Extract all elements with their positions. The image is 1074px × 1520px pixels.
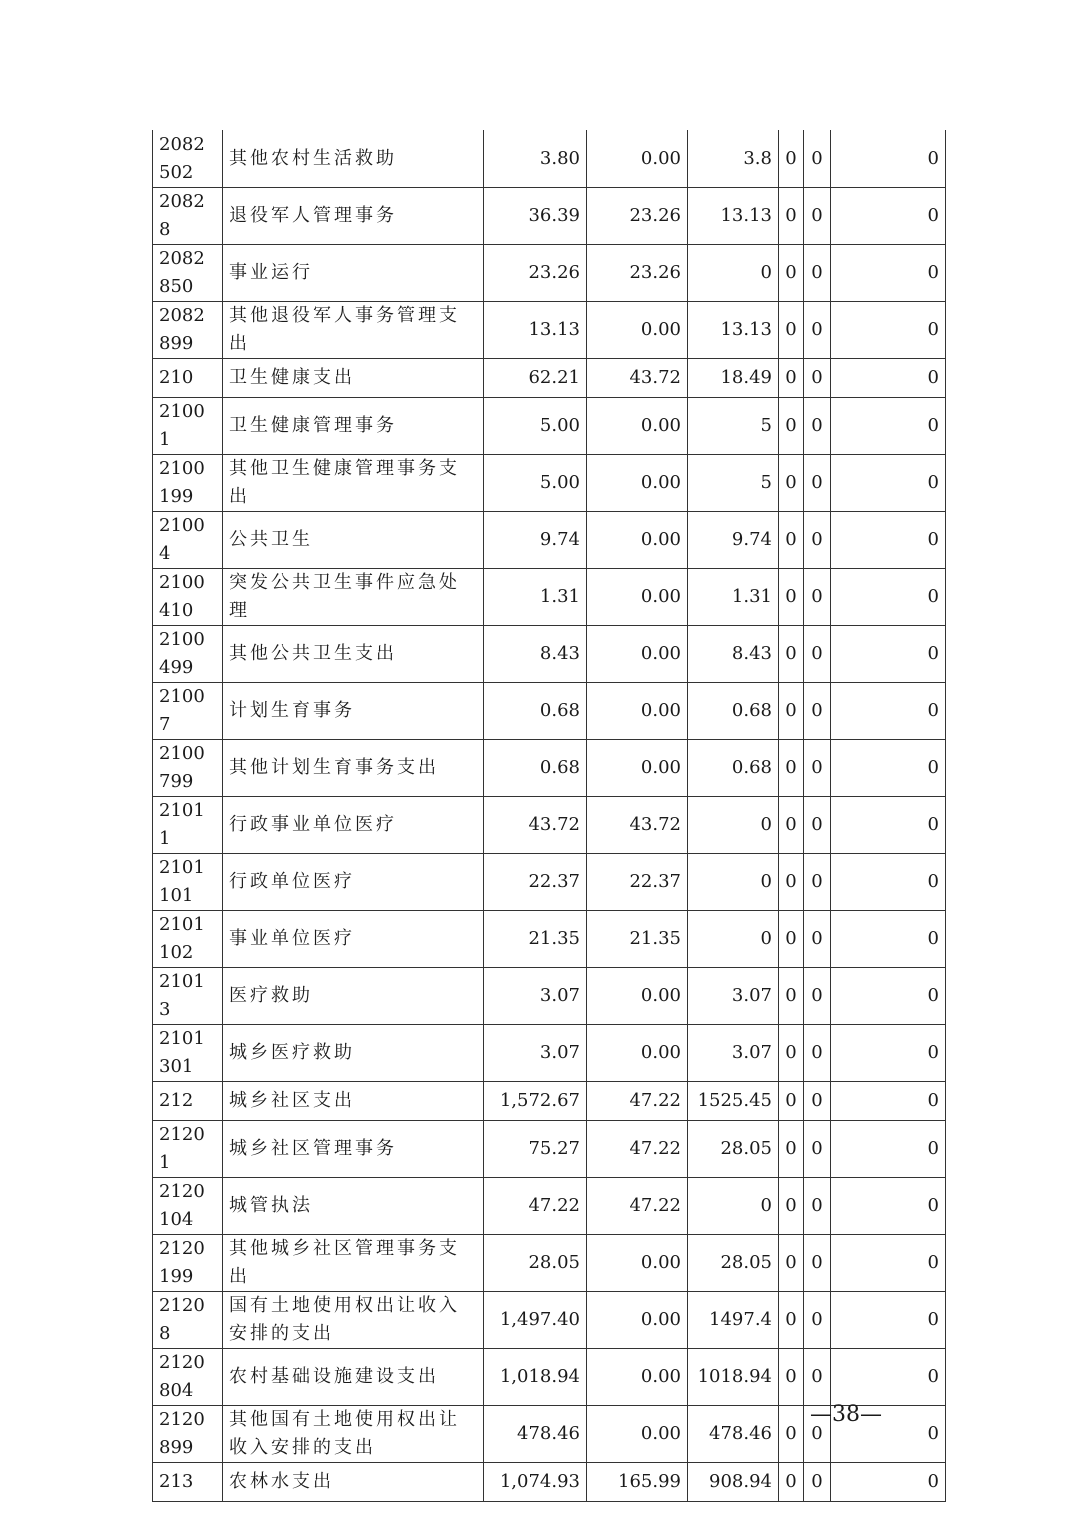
total-cell: 43.72 bbox=[484, 797, 587, 854]
name-cell: 其他公共卫生支出 bbox=[223, 626, 484, 683]
name-cell: 卫生健康支出 bbox=[223, 359, 484, 398]
code-cell: 21011 bbox=[153, 797, 223, 854]
name-cell: 行政单位医疗 bbox=[223, 854, 484, 911]
table-row bbox=[153, 1463, 946, 1502]
table-body bbox=[153, 131, 946, 1502]
name-cell: 医疗救助 bbox=[223, 968, 484, 1025]
narrow-value-cell-a: 0 bbox=[779, 359, 804, 398]
table-row bbox=[153, 569, 946, 626]
project-expenditure-cell: 0 bbox=[688, 911, 779, 968]
code-cell: 21208 bbox=[153, 1292, 223, 1349]
name-cell: 事业单位医疗 bbox=[223, 911, 484, 968]
table-row bbox=[153, 1292, 946, 1349]
other-value-cell: 0 bbox=[831, 1082, 946, 1121]
basic-expenditure-cell: 0.00 bbox=[587, 968, 688, 1025]
narrow-value-cell-a: 0 bbox=[779, 131, 804, 188]
narrow-value-cell-b: 0 bbox=[804, 1235, 831, 1292]
narrow-value-cell-b: 0 bbox=[804, 131, 831, 188]
name-cell: 其他计划生育事务支出 bbox=[223, 740, 484, 797]
other-value-cell: 0 bbox=[831, 1121, 946, 1178]
narrow-value-cell-b: 0 bbox=[804, 245, 831, 302]
basic-expenditure-cell: 23.26 bbox=[587, 188, 688, 245]
total-cell: 1,497.40 bbox=[484, 1292, 587, 1349]
other-value-cell: 0 bbox=[831, 302, 946, 359]
total-cell: 3.07 bbox=[484, 1025, 587, 1082]
code-cell: 21201 bbox=[153, 1121, 223, 1178]
project-expenditure-cell: 478.46 bbox=[688, 1406, 779, 1463]
code-cell: 2101102 bbox=[153, 911, 223, 968]
project-expenditure-cell: 28.05 bbox=[688, 1235, 779, 1292]
table-row bbox=[153, 359, 946, 398]
name-cell: 国有土地使用权出让收入安排的支出 bbox=[223, 1292, 484, 1349]
other-value-cell: 0 bbox=[831, 1406, 946, 1463]
basic-expenditure-cell: 0.00 bbox=[587, 302, 688, 359]
narrow-value-cell-b: 0 bbox=[804, 569, 831, 626]
narrow-value-cell-b: 0 bbox=[804, 512, 831, 569]
project-expenditure-cell: 13.13 bbox=[688, 188, 779, 245]
other-value-cell: 0 bbox=[831, 683, 946, 740]
other-value-cell: 0 bbox=[831, 1025, 946, 1082]
narrow-value-cell-a: 0 bbox=[779, 1292, 804, 1349]
basic-expenditure-cell: 23.26 bbox=[587, 245, 688, 302]
total-cell: 22.37 bbox=[484, 854, 587, 911]
table-row bbox=[153, 740, 946, 797]
other-value-cell: 0 bbox=[831, 740, 946, 797]
total-cell: 478.46 bbox=[484, 1406, 587, 1463]
narrow-value-cell-b: 0 bbox=[804, 1406, 831, 1463]
name-cell: 城管执法 bbox=[223, 1178, 484, 1235]
other-value-cell: 0 bbox=[831, 131, 946, 188]
narrow-value-cell-a: 0 bbox=[779, 569, 804, 626]
name-cell: 其他国有土地使用权出让收入安排的支出 bbox=[223, 1406, 484, 1463]
basic-expenditure-cell: 47.22 bbox=[587, 1178, 688, 1235]
name-cell: 其他卫生健康管理事务支出 bbox=[223, 455, 484, 512]
other-value-cell: 0 bbox=[831, 569, 946, 626]
other-value-cell: 0 bbox=[831, 455, 946, 512]
total-cell: 1,074.93 bbox=[484, 1463, 587, 1502]
narrow-value-cell-b: 0 bbox=[804, 683, 831, 740]
project-expenditure-cell: 18.49 bbox=[688, 359, 779, 398]
basic-expenditure-cell: 165.99 bbox=[587, 1463, 688, 1502]
basic-expenditure-cell: 0.00 bbox=[587, 1025, 688, 1082]
project-expenditure-cell: 908.94 bbox=[688, 1463, 779, 1502]
basic-expenditure-cell: 0.00 bbox=[587, 569, 688, 626]
name-cell: 公共卫生 bbox=[223, 512, 484, 569]
narrow-value-cell-b: 0 bbox=[804, 302, 831, 359]
code-cell: 21007 bbox=[153, 683, 223, 740]
narrow-value-cell-b: 0 bbox=[804, 626, 831, 683]
narrow-value-cell-b: 0 bbox=[804, 911, 831, 968]
narrow-value-cell-a: 0 bbox=[779, 1178, 804, 1235]
project-expenditure-cell: 8.43 bbox=[688, 626, 779, 683]
code-cell: 21004 bbox=[153, 512, 223, 569]
code-cell: 213 bbox=[153, 1463, 223, 1502]
name-cell: 其他农村生活救助 bbox=[223, 131, 484, 188]
project-expenditure-cell: 3.07 bbox=[688, 968, 779, 1025]
narrow-value-cell-a: 0 bbox=[779, 1121, 804, 1178]
total-cell: 1,572.67 bbox=[484, 1082, 587, 1121]
code-cell: 2120104 bbox=[153, 1178, 223, 1235]
narrow-value-cell-a: 0 bbox=[779, 1025, 804, 1082]
table-row bbox=[153, 131, 946, 188]
narrow-value-cell-a: 0 bbox=[779, 398, 804, 455]
narrow-value-cell-a: 0 bbox=[779, 683, 804, 740]
narrow-value-cell-a: 0 bbox=[779, 740, 804, 797]
basic-expenditure-cell: 0.00 bbox=[587, 1349, 688, 1406]
total-cell: 5.00 bbox=[484, 455, 587, 512]
narrow-value-cell-b: 0 bbox=[804, 359, 831, 398]
table-row bbox=[153, 245, 946, 302]
project-expenditure-cell: 13.13 bbox=[688, 302, 779, 359]
table-row bbox=[153, 1025, 946, 1082]
basic-expenditure-cell: 0.00 bbox=[587, 455, 688, 512]
code-cell: 2101101 bbox=[153, 854, 223, 911]
total-cell: 8.43 bbox=[484, 626, 587, 683]
narrow-value-cell-a: 0 bbox=[779, 302, 804, 359]
code-cell: 210 bbox=[153, 359, 223, 398]
total-cell: 47.22 bbox=[484, 1178, 587, 1235]
narrow-value-cell-b: 0 bbox=[804, 1025, 831, 1082]
code-cell: 2100499 bbox=[153, 626, 223, 683]
narrow-value-cell-a: 0 bbox=[779, 626, 804, 683]
narrow-value-cell-a: 0 bbox=[779, 188, 804, 245]
table-row bbox=[153, 854, 946, 911]
narrow-value-cell-a: 0 bbox=[779, 512, 804, 569]
table-row bbox=[153, 512, 946, 569]
project-expenditure-cell: 0.68 bbox=[688, 740, 779, 797]
name-cell: 事业运行 bbox=[223, 245, 484, 302]
narrow-value-cell-a: 0 bbox=[779, 1349, 804, 1406]
basic-expenditure-cell: 0.00 bbox=[587, 683, 688, 740]
code-cell: 2120199 bbox=[153, 1235, 223, 1292]
narrow-value-cell-a: 0 bbox=[779, 455, 804, 512]
table-row bbox=[153, 968, 946, 1025]
other-value-cell: 0 bbox=[831, 626, 946, 683]
narrow-value-cell-b: 0 bbox=[804, 740, 831, 797]
total-cell: 3.80 bbox=[484, 131, 587, 188]
narrow-value-cell-b: 0 bbox=[804, 1082, 831, 1121]
basic-expenditure-cell: 0.00 bbox=[587, 398, 688, 455]
other-value-cell: 0 bbox=[831, 245, 946, 302]
total-cell: 3.07 bbox=[484, 968, 587, 1025]
basic-expenditure-cell: 0.00 bbox=[587, 1292, 688, 1349]
other-value-cell: 0 bbox=[831, 968, 946, 1025]
basic-expenditure-cell: 22.37 bbox=[587, 854, 688, 911]
code-cell: 21001 bbox=[153, 398, 223, 455]
table-row bbox=[153, 1178, 946, 1235]
other-value-cell: 0 bbox=[831, 512, 946, 569]
total-cell: 21.35 bbox=[484, 911, 587, 968]
code-cell: 2082899 bbox=[153, 302, 223, 359]
narrow-value-cell-a: 0 bbox=[779, 1082, 804, 1121]
other-value-cell: 0 bbox=[831, 911, 946, 968]
table-row bbox=[153, 797, 946, 854]
other-value-cell: 0 bbox=[831, 797, 946, 854]
project-expenditure-cell: 1525.45 bbox=[688, 1082, 779, 1121]
name-cell: 计划生育事务 bbox=[223, 683, 484, 740]
total-cell: 0.68 bbox=[484, 740, 587, 797]
table-row bbox=[153, 683, 946, 740]
narrow-value-cell-b: 0 bbox=[804, 188, 831, 245]
name-cell: 卫生健康管理事务 bbox=[223, 398, 484, 455]
budget-table bbox=[152, 130, 946, 1502]
code-cell: 2120804 bbox=[153, 1349, 223, 1406]
table-row bbox=[153, 455, 946, 512]
narrow-value-cell-b: 0 bbox=[804, 1292, 831, 1349]
other-value-cell: 0 bbox=[831, 1292, 946, 1349]
basic-expenditure-cell: 47.22 bbox=[587, 1121, 688, 1178]
other-value-cell: 0 bbox=[831, 1463, 946, 1502]
other-value-cell: 0 bbox=[831, 398, 946, 455]
total-cell: 36.39 bbox=[484, 188, 587, 245]
code-cell: 2100799 bbox=[153, 740, 223, 797]
code-cell: 2101301 bbox=[153, 1025, 223, 1082]
total-cell: 28.05 bbox=[484, 1235, 587, 1292]
narrow-value-cell-b: 0 bbox=[804, 854, 831, 911]
code-cell: 20828 bbox=[153, 188, 223, 245]
table-row bbox=[153, 1121, 946, 1178]
project-expenditure-cell: 1497.4 bbox=[688, 1292, 779, 1349]
code-cell: 2120899 bbox=[153, 1406, 223, 1463]
basic-expenditure-cell: 0.00 bbox=[587, 626, 688, 683]
code-cell: 2082502 bbox=[153, 131, 223, 188]
project-expenditure-cell: 3.8 bbox=[688, 131, 779, 188]
code-cell: 2082850 bbox=[153, 245, 223, 302]
total-cell: 62.21 bbox=[484, 359, 587, 398]
table-row bbox=[153, 398, 946, 455]
project-expenditure-cell: 28.05 bbox=[688, 1121, 779, 1178]
project-expenditure-cell: 0 bbox=[688, 245, 779, 302]
table-row bbox=[153, 626, 946, 683]
table-row bbox=[153, 188, 946, 245]
narrow-value-cell-a: 0 bbox=[779, 968, 804, 1025]
name-cell: 城乡社区支出 bbox=[223, 1082, 484, 1121]
total-cell: 13.13 bbox=[484, 302, 587, 359]
page-number: —38— bbox=[810, 1402, 882, 1427]
name-cell: 农林水支出 bbox=[223, 1463, 484, 1502]
other-value-cell: 0 bbox=[831, 1178, 946, 1235]
narrow-value-cell-a: 0 bbox=[779, 1463, 804, 1502]
table-row bbox=[153, 1082, 946, 1121]
table-row bbox=[153, 1349, 946, 1406]
project-expenditure-cell: 0 bbox=[688, 797, 779, 854]
other-value-cell: 0 bbox=[831, 854, 946, 911]
total-cell: 0.68 bbox=[484, 683, 587, 740]
code-cell: 21013 bbox=[153, 968, 223, 1025]
total-cell: 75.27 bbox=[484, 1121, 587, 1178]
project-expenditure-cell: 9.74 bbox=[688, 512, 779, 569]
basic-expenditure-cell: 0.00 bbox=[587, 740, 688, 797]
code-cell: 2100199 bbox=[153, 455, 223, 512]
narrow-value-cell-a: 0 bbox=[779, 245, 804, 302]
name-cell: 突发公共卫生事件应急处理 bbox=[223, 569, 484, 626]
narrow-value-cell-a: 0 bbox=[779, 797, 804, 854]
code-cell: 2100410 bbox=[153, 569, 223, 626]
basic-expenditure-cell: 0.00 bbox=[587, 131, 688, 188]
basic-expenditure-cell: 21.35 bbox=[587, 911, 688, 968]
project-expenditure-cell: 1.31 bbox=[688, 569, 779, 626]
project-expenditure-cell: 3.07 bbox=[688, 1025, 779, 1082]
total-cell: 23.26 bbox=[484, 245, 587, 302]
narrow-value-cell-b: 0 bbox=[804, 455, 831, 512]
narrow-value-cell-b: 0 bbox=[804, 1178, 831, 1235]
total-cell: 5.00 bbox=[484, 398, 587, 455]
code-cell: 212 bbox=[153, 1082, 223, 1121]
project-expenditure-cell: 0 bbox=[688, 1178, 779, 1235]
narrow-value-cell-a: 0 bbox=[779, 1406, 804, 1463]
total-cell: 1.31 bbox=[484, 569, 587, 626]
name-cell: 城乡医疗救助 bbox=[223, 1025, 484, 1082]
table-row bbox=[153, 302, 946, 359]
other-value-cell: 0 bbox=[831, 359, 946, 398]
other-value-cell: 0 bbox=[831, 1235, 946, 1292]
narrow-value-cell-b: 0 bbox=[804, 968, 831, 1025]
narrow-value-cell-b: 0 bbox=[804, 1463, 831, 1502]
basic-expenditure-cell: 43.72 bbox=[587, 797, 688, 854]
narrow-value-cell-a: 0 bbox=[779, 911, 804, 968]
narrow-value-cell-a: 0 bbox=[779, 854, 804, 911]
other-value-cell: 0 bbox=[831, 1349, 946, 1406]
basic-expenditure-cell: 47.22 bbox=[587, 1082, 688, 1121]
project-expenditure-cell: 1018.94 bbox=[688, 1349, 779, 1406]
name-cell: 农村基础设施建设支出 bbox=[223, 1349, 484, 1406]
narrow-value-cell-a: 0 bbox=[779, 1235, 804, 1292]
other-value-cell: 0 bbox=[831, 188, 946, 245]
name-cell: 其他城乡社区管理事务支出 bbox=[223, 1235, 484, 1292]
table-row bbox=[153, 911, 946, 968]
narrow-value-cell-b: 0 bbox=[804, 797, 831, 854]
name-cell: 行政事业单位医疗 bbox=[223, 797, 484, 854]
narrow-value-cell-b: 0 bbox=[804, 398, 831, 455]
basic-expenditure-cell: 0.00 bbox=[587, 1406, 688, 1463]
name-cell: 退役军人管理事务 bbox=[223, 188, 484, 245]
total-cell: 9.74 bbox=[484, 512, 587, 569]
project-expenditure-cell: 5 bbox=[688, 455, 779, 512]
narrow-value-cell-b: 0 bbox=[804, 1349, 831, 1406]
project-expenditure-cell: 0 bbox=[688, 854, 779, 911]
basic-expenditure-cell: 43.72 bbox=[587, 359, 688, 398]
project-expenditure-cell: 5 bbox=[688, 398, 779, 455]
table-row bbox=[153, 1235, 946, 1292]
basic-expenditure-cell: 0.00 bbox=[587, 512, 688, 569]
project-expenditure-cell: 0.68 bbox=[688, 683, 779, 740]
narrow-value-cell-b: 0 bbox=[804, 1121, 831, 1178]
name-cell: 其他退役军人事务管理支出 bbox=[223, 302, 484, 359]
total-cell: 1,018.94 bbox=[484, 1349, 587, 1406]
name-cell: 城乡社区管理事务 bbox=[223, 1121, 484, 1178]
basic-expenditure-cell: 0.00 bbox=[587, 1235, 688, 1292]
